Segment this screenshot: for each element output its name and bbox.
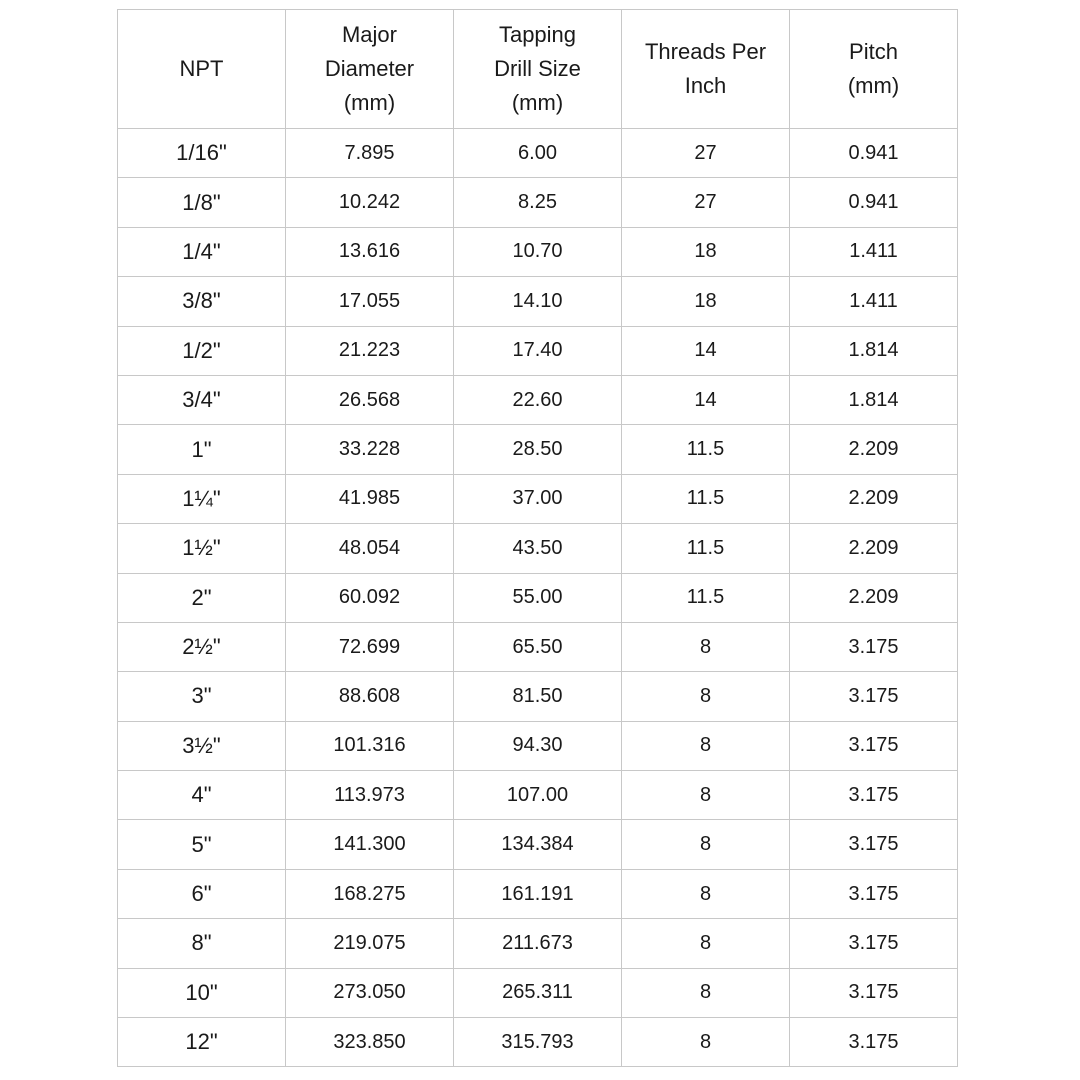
tapping-drill-size-cell: 211.673: [454, 919, 622, 968]
npt-cell: 2": [118, 573, 286, 622]
pitch-cell: 1.814: [790, 375, 958, 424]
tapping-drill-size-cell: 81.50: [454, 672, 622, 721]
header-tapping-drill-size: [454, 10, 622, 129]
tapping-drill-size-cell: 107.00: [454, 771, 622, 820]
table-row: [118, 672, 958, 721]
threads-per-inch-cell: 8: [622, 919, 790, 968]
npt-cell: 5": [118, 820, 286, 869]
table-row: [118, 820, 958, 869]
threads-per-inch-cell: 8: [622, 869, 790, 918]
header-npt: [118, 10, 286, 129]
pitch-cell: 2.209: [790, 425, 958, 474]
tapping-drill-size-cell: 315.793: [454, 1018, 622, 1067]
pitch-cell: 2.209: [790, 573, 958, 622]
npt-cell: 3": [118, 672, 286, 721]
pitch-cell: 3.175: [790, 869, 958, 918]
threads-per-inch-cell: 8: [622, 622, 790, 671]
pitch-cell: 1.411: [790, 227, 958, 276]
table-row: [118, 178, 958, 227]
pitch-cell: 3.175: [790, 968, 958, 1017]
header-major-diameter-line: Major: [341, 22, 397, 47]
header-tapping-drill-size-line: Tapping: [498, 22, 577, 47]
table-row: [118, 573, 958, 622]
threads-per-inch-cell: 8: [622, 1018, 790, 1067]
npt-cell: 1": [118, 425, 286, 474]
tapping-drill-size-cell: 17.40: [454, 326, 622, 375]
npt-cell: 1/4": [118, 227, 286, 276]
major-diameter-cell: 88.608: [286, 672, 454, 721]
header-threads-per-inch-line: Threads Per: [644, 39, 767, 64]
threads-per-inch-cell: 8: [622, 771, 790, 820]
header-npt-line: NPT: [179, 56, 224, 81]
table-row: [118, 129, 958, 178]
header-threads-per-inch-line: Inch: [684, 73, 727, 98]
threads-per-inch-cell: 11.5: [622, 573, 790, 622]
npt-cell: 1/2": [118, 326, 286, 375]
major-diameter-cell: 141.300: [286, 820, 454, 869]
major-diameter-cell: 219.075: [286, 919, 454, 968]
tapping-drill-size-cell: 65.50: [454, 622, 622, 671]
header-major-diameter-line: Diameter: [324, 56, 415, 81]
npt-cell: 1/16": [118, 129, 286, 178]
threads-per-inch-cell: 18: [622, 277, 790, 326]
pitch-cell: 1.814: [790, 326, 958, 375]
threads-per-inch-cell: 8: [622, 820, 790, 869]
pitch-cell: 3.175: [790, 919, 958, 968]
table-row: [118, 721, 958, 770]
tapping-drill-size-cell: 265.311: [454, 968, 622, 1017]
tapping-drill-size-cell: 28.50: [454, 425, 622, 474]
major-diameter-cell: 10.242: [286, 178, 454, 227]
table-body: [118, 129, 958, 1067]
pitch-cell: 0.941: [790, 129, 958, 178]
header-pitch: [790, 10, 958, 129]
major-diameter-cell: 113.973: [286, 771, 454, 820]
table-row: [118, 1018, 958, 1067]
tapping-drill-size-cell: 37.00: [454, 474, 622, 523]
npt-cell: 2½": [118, 622, 286, 671]
pitch-cell: 3.175: [790, 820, 958, 869]
tapping-drill-size-cell: 94.30: [454, 721, 622, 770]
pitch-cell: 3.175: [790, 1018, 958, 1067]
table-row: [118, 771, 958, 820]
pitch-cell: 3.175: [790, 622, 958, 671]
threads-per-inch-cell: 27: [622, 129, 790, 178]
threads-per-inch-cell: 14: [622, 326, 790, 375]
header-row: [118, 10, 958, 129]
major-diameter-cell: 72.699: [286, 622, 454, 671]
major-diameter-cell: 323.850: [286, 1018, 454, 1067]
tapping-drill-size-cell: 14.10: [454, 277, 622, 326]
npt-cell: 1/8": [118, 178, 286, 227]
table-row: [118, 425, 958, 474]
table-row: [118, 919, 958, 968]
major-diameter-cell: 48.054: [286, 524, 454, 573]
npt-thread-table: [117, 9, 958, 1067]
major-diameter-cell: 273.050: [286, 968, 454, 1017]
header-pitch-line: (mm): [847, 73, 900, 98]
npt-cell: 8": [118, 919, 286, 968]
npt-cell: 1½": [118, 524, 286, 573]
npt-cell: 3/8": [118, 277, 286, 326]
pitch-cell: 3.175: [790, 721, 958, 770]
tapping-drill-size-cell: 22.60: [454, 375, 622, 424]
pitch-cell: 3.175: [790, 771, 958, 820]
threads-per-inch-cell: 11.5: [622, 474, 790, 523]
major-diameter-cell: 101.316: [286, 721, 454, 770]
threads-per-inch-cell: 8: [622, 672, 790, 721]
table-row: [118, 869, 958, 918]
table-row: [118, 375, 958, 424]
table-row: [118, 227, 958, 276]
npt-cell: 4": [118, 771, 286, 820]
tapping-drill-size-cell: 55.00: [454, 573, 622, 622]
major-diameter-cell: 41.985: [286, 474, 454, 523]
table-row: [118, 326, 958, 375]
table-row: [118, 277, 958, 326]
npt-cell: 3/4": [118, 375, 286, 424]
npt-cell: 10": [118, 968, 286, 1017]
major-diameter-cell: 168.275: [286, 869, 454, 918]
threads-per-inch-cell: 27: [622, 178, 790, 227]
header-major-diameter: [286, 10, 454, 129]
pitch-cell: 2.209: [790, 474, 958, 523]
table-row: [118, 622, 958, 671]
threads-per-inch-cell: 11.5: [622, 425, 790, 474]
tapping-drill-size-cell: 134.384: [454, 820, 622, 869]
tapping-drill-size-cell: 43.50: [454, 524, 622, 573]
threads-per-inch-cell: 8: [622, 721, 790, 770]
pitch-cell: 3.175: [790, 672, 958, 721]
major-diameter-cell: 21.223: [286, 326, 454, 375]
tapping-drill-size-cell: 10.70: [454, 227, 622, 276]
header-threads-per-inch: [622, 10, 790, 129]
threads-per-inch-cell: 8: [622, 968, 790, 1017]
threads-per-inch-cell: 11.5: [622, 524, 790, 573]
major-diameter-cell: 26.568: [286, 375, 454, 424]
threads-per-inch-cell: 18: [622, 227, 790, 276]
threads-per-inch-cell: 14: [622, 375, 790, 424]
tapping-drill-size-cell: 8.25: [454, 178, 622, 227]
major-diameter-cell: 7.895: [286, 129, 454, 178]
major-diameter-cell: 13.616: [286, 227, 454, 276]
table-row: [118, 968, 958, 1017]
npt-cell: 1¼": [118, 474, 286, 523]
tapping-drill-size-cell: 6.00: [454, 129, 622, 178]
tapping-drill-size-cell: 161.191: [454, 869, 622, 918]
pitch-cell: 0.941: [790, 178, 958, 227]
table-row: [118, 474, 958, 523]
npt-cell: 6": [118, 869, 286, 918]
header-pitch-line: Pitch: [849, 39, 898, 64]
major-diameter-cell: 60.092: [286, 573, 454, 622]
major-diameter-cell: 17.055: [286, 277, 454, 326]
pitch-cell: 2.209: [790, 524, 958, 573]
npt-cell: 12": [118, 1018, 286, 1067]
pitch-cell: 1.411: [790, 277, 958, 326]
header-tapping-drill-size-line: Drill Size: [494, 56, 581, 81]
major-diameter-cell: 33.228: [286, 425, 454, 474]
table-row: [118, 524, 958, 573]
header-tapping-drill-size-line: (mm): [511, 90, 564, 115]
npt-cell: 3½": [118, 721, 286, 770]
header-major-diameter-line: (mm): [343, 90, 396, 115]
